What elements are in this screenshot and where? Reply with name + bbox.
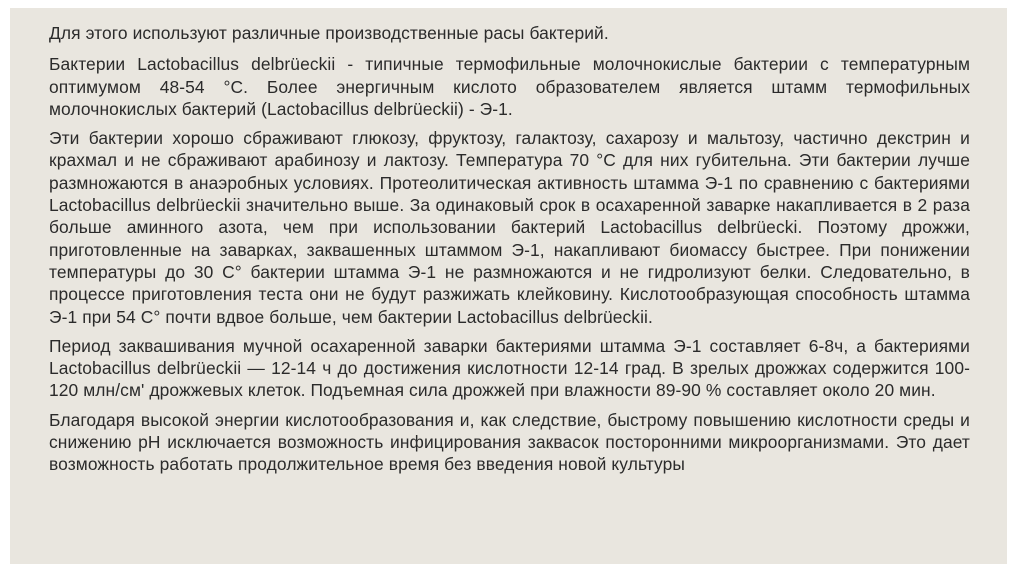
paragraph-acid-formation: Благодаря высокой энергии кислотообразования и, как следствие, быстрому повышению кислотности среды и снижению рН исключается возможность инфицирования заквасок посторонними микроорганизмами. Это дает возможность работать продолжительное время без введения новой культуры <box>49 409 970 475</box>
paragraph-lactobacillus: Бактерии Lactobacillus delbrüeckii - типичные термофильные молочнокислые бактерии с температурным оптимумом 48-54 °С. Более энергичным кислото образователем является штамм термофильных молочнокислых бактерий (Lactobacillus delbrüeckii) - Э-1. <box>49 54 970 119</box>
paragraph-fermentation: Эти бактерии хорошо сбраживают глюкозу, фруктозу, галактозу, сахарозу и мальтозу, частично декстрин и крахмал и не сбраживают арабинозу и лактозу. Температура 70 °С для них губительна. Эти бактерии лучше размножаются в анаэробных условиях. Протеолитическая активность штамма Э-1 по сравнению с бактериями Lactobacillus delbrüeckii значительно выше. За одинаковый срок в осахаренной заварке накапливается в 2 раза больше аминного азота, чем при использовании бактерий Lactobacillus delbrüecki. Поэтому дрожжи, приготовленные на заварках, заквашенных штаммом Э-1, накапливают биомассу быстрее. При понижении температуры до 30 С° бактерии штамма Э-1 не размножаются и не гидролизуют белки. Следовательно, в процессе приготовления теста они не будут разжижать клейковину. Кислотообразующая способность штамма Э-1 при 54 С° почти вдвое больше, чем бактерии Lactobacillus delbrüeckii. <box>49 128 970 327</box>
paragraph-intro: Для этого используют различные производственные расы бактерий. <box>49 23 609 43</box>
slide-edge <box>1007 8 1024 564</box>
slide-text-body <box>49 22 970 483</box>
paragraph-souring-period: Период заквашивания мучной осахаренной заварки бактериями штамма Э-1 составляет 6-8ч, а бактериями Lactobacillus delbrüeckii — 12-14 ч до достижения кислотности 12-14 град. В зрелых дрожжах содержится 100-120 млн/см' дрожжевых клеток. Подъемная сила дрожжей при влажности 89-90 % составляет около 20 мин. <box>49 335 970 401</box>
